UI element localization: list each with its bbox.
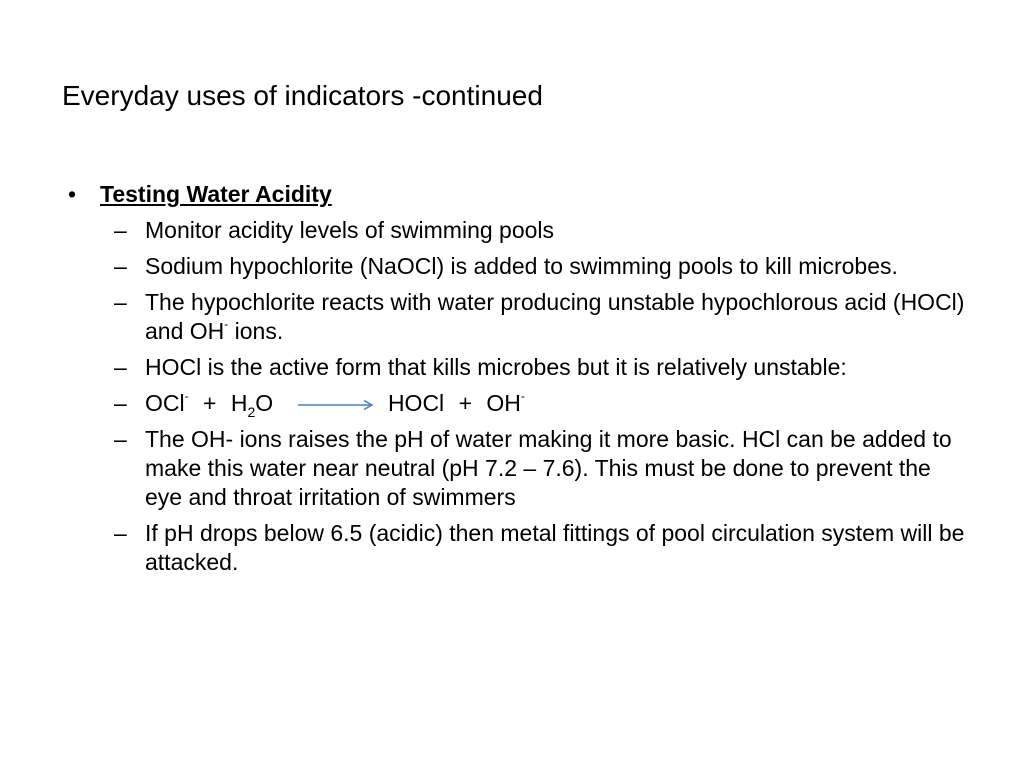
dash-marker: – <box>114 426 127 452</box>
dash-marker: – <box>114 520 127 546</box>
subitem-equation <box>62 389 972 418</box>
equation-hocl: HOCl <box>387 390 445 416</box>
dash-marker: – <box>114 354 127 380</box>
equation-oh-charge: - <box>520 389 525 403</box>
equation-h: H <box>230 390 248 416</box>
subitem-oh-ions <box>62 425 972 512</box>
subitem-text: Sodium hypochlorite (NaOCl) is added to swimming pools to kill microbes. <box>145 253 898 279</box>
equation-h-subscript: 2 <box>247 404 256 420</box>
subitem-text-end: ions. <box>228 318 284 344</box>
equation-plus: + <box>458 390 472 416</box>
dash-marker: – <box>114 390 127 416</box>
subitem-text: HOCl is the active form that kills microbes but it is relatively unstable: <box>145 354 847 380</box>
equation-ocl: OCl <box>145 390 185 416</box>
reaction-arrow-icon <box>298 399 374 411</box>
dash-marker: – <box>114 253 127 279</box>
slide-title: Everyday uses of indicators -continued <box>62 80 543 111</box>
subitem-hocl-active <box>62 353 972 382</box>
subitem-text: The OH- ions raises the pH of water making it more basic. HCl can be added to make this water near neutral (pH 7.2 – 7.6). This must be done to prevent the eye and throat irritation of swimmers <box>145 426 952 510</box>
slide-body <box>62 180 972 577</box>
equation-ocl-charge: - <box>184 389 189 403</box>
subitem-sodium-hypochlorite <box>62 252 972 281</box>
subitem-hypochlorite-reacts <box>62 288 972 346</box>
equation-oh: OH <box>486 390 521 416</box>
bullet-heading: Testing Water Acidity <box>100 181 332 207</box>
dash-marker: – <box>114 217 127 243</box>
subitem-text: The hypochlorite reacts with water producing unstable hypochlorous acid (HOCl) and OH <box>145 289 965 344</box>
equation-plus: + <box>203 390 217 416</box>
subitem-ph-drops <box>62 519 972 577</box>
subitem-monitor <box>62 216 972 245</box>
dash-marker: – <box>114 289 127 315</box>
equation-o: O <box>255 390 274 416</box>
subitem-text: Monitor acidity levels of swimming pools <box>145 217 555 243</box>
equation <box>145 389 525 420</box>
bullet-testing-water-acidity <box>62 180 972 209</box>
bullet-marker: • <box>67 181 77 207</box>
subitem-text: If pH drops below 6.5 (acidic) then metal fittings of pool circulation system will be attacked. <box>145 520 965 575</box>
superscript-charge: - <box>224 317 229 331</box>
